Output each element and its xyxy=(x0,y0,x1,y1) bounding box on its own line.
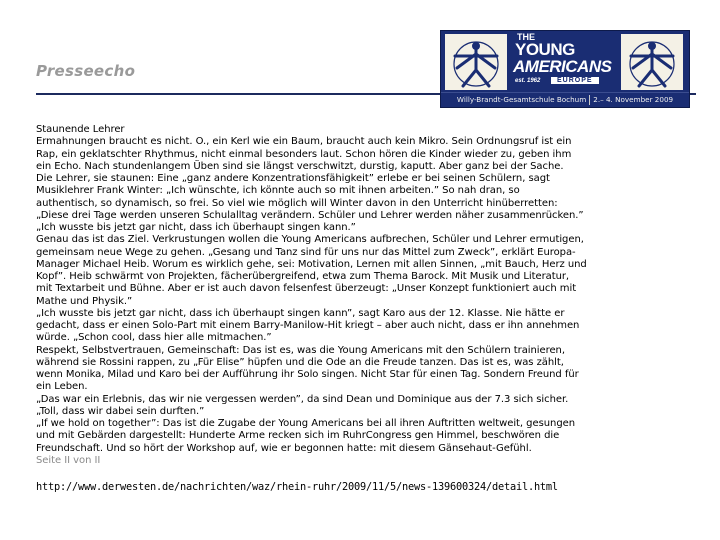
caption-school: Willy-Brandt-Gesamtschule Bochum xyxy=(456,95,587,104)
caption-dates: 2.– 4. November 2009 xyxy=(593,95,674,104)
article-line: „Toll, dass wir dabei sein durften.” xyxy=(36,405,205,417)
article-line: ein Leben. xyxy=(36,381,88,393)
article-line: während sie Rossini rappen, zu „Für Elise” hüpfen und die Ode an die Freude tanzen. Das ist es, was zählt, xyxy=(36,356,564,368)
banner-caption xyxy=(441,92,689,107)
source-url[interactable]: http://www.derwesten.de/nachrichten/waz/rhein-ruhr/2009/11/5/news-139600324/detail.html xyxy=(36,481,558,493)
article-line: gedacht, dass er einen Solo-Part mit einem Barry-Manilow-Hit kriegt – aber auch nicht, dass er ihn annehmen xyxy=(36,320,580,331)
logo-young: YOUNG xyxy=(515,40,575,59)
article-body xyxy=(36,124,696,467)
article-line: „If we hold on together”: Das ist die Zugabe der Young Americans bei all ihren Auftritten weltweit, gesungen xyxy=(36,418,576,429)
article-line: ein Echo. Nach stundenlangem Üben sind sie längst verschwitzt, durstig, kaputt. Aber ganz bei der Sache. xyxy=(36,160,564,172)
article-line: Mathe und Physik.” xyxy=(36,295,133,307)
logo-est: est. 1962 xyxy=(515,78,541,84)
logo-americans: AMERICANS xyxy=(513,57,612,76)
article-lines xyxy=(36,124,696,455)
vitruvian-figure-icon xyxy=(445,34,507,90)
article-line: gemeinsam neue Wege zu gehen. „Gesang und Tanz sind für uns nur das Mittel zum Zweck”, erklärt Europa- xyxy=(36,246,576,258)
article-line: Genau das ist das Ziel. Verkrustungen wollen die Young Americans aufbrechen, Schüler und Lehrer ermutigen, xyxy=(36,234,584,246)
young-americans-banner xyxy=(440,30,690,108)
article-line: und mit Gebärden dargestellt: Hunderte Arme recken sich im RuhrCongress gen Himmel, beschwören die xyxy=(36,430,560,442)
article-line: „Ich wusste bis jetzt gar nicht, dass ich überhaupt singen kann.” xyxy=(36,222,356,233)
caption-separator xyxy=(589,95,590,105)
page-info: Seite II von II xyxy=(36,454,101,466)
article-line: Die Lehrer, sie staunen: Eine „ganz andere Konzentrationsfähigkeit” erlebe er bei seinen Schülern, sagt xyxy=(36,173,550,184)
article-line: Musiklehrer Frank Winter: „Ich wünschte, ich könnte auch so mit ihnen arbeiten.” So nah dran, so xyxy=(36,185,520,197)
article-line: Respekt, Selbstvertrauen, Gemeinschaft: Das ist es, was die Young Americans mit den Schülern trainieren, xyxy=(36,344,565,356)
article-line: Manager Michael Heib. Worum es wirklich gehe, sei: Motivation, Lernen mit allen Sinnen, „mit Bauch, Herz und xyxy=(36,258,587,270)
logo-the: THE xyxy=(517,32,535,42)
article-line: Ermahnungen braucht es nicht. O., ein Kerl wie ein Baum, braucht auch kein Mikro. Sein Ordnungsruf ist ein xyxy=(36,136,572,148)
article-line: „Das war ein Erlebnis, das wir nie vergessen werden”, da sind Dean und Dominique aus der 7.3 sich sicher. xyxy=(36,393,569,405)
article-line: mit Textarbeit und Bühne. Aber er ist auch davon felsenfest überzeugt: „Unser Konzept funktioniert auch mit xyxy=(36,283,577,295)
article-line: „Diese drei Tage werden unseren Schulalltag verändern. Schüler und Lehrer werden näher zusammenrücken.” xyxy=(36,209,584,221)
vitruvian-figure-icon xyxy=(621,34,683,90)
page-title: Presseecho xyxy=(36,62,136,80)
article-line: „Ich wusste bis jetzt gar nicht, dass ich überhaupt singen kann”, sagt Karo aus der 12. Klasse. Nie hätte er xyxy=(36,307,565,319)
article-line: Staunende Lehrer xyxy=(36,124,125,135)
article-line: Freundschaft. Und so hört der Workshop auf, wie er begonnen hatte: mit diesem Gänsehaut-Gefühl. xyxy=(36,442,532,454)
article-line: wenn Monika, Milad und Karo bei der Aufführung ihr Solo singen. Nicht Star für einen Tag. Sondern Freund für xyxy=(36,369,579,380)
article-line: Kopf”. Heib schwärmt von Projekten, fächerübergreifend, etwa zum Thema Barock. Mit Musik und Literatur, xyxy=(36,271,570,282)
logo-europe: EUROPE xyxy=(551,77,599,84)
logo xyxy=(509,33,619,91)
article-line: Rap, ein geklatschter Rhythmus, nicht einmal besonders laut. Schon hören die Kinder wieder zu, geben ihm xyxy=(36,148,572,160)
article-line: authentisch, so dynamisch, so frei. So viel wie möglich will Winter davon in den Unterricht hinüberretten: xyxy=(36,197,558,209)
article-line: würde. „Schon cool, dass hier alle mitmachen.” xyxy=(36,332,272,344)
